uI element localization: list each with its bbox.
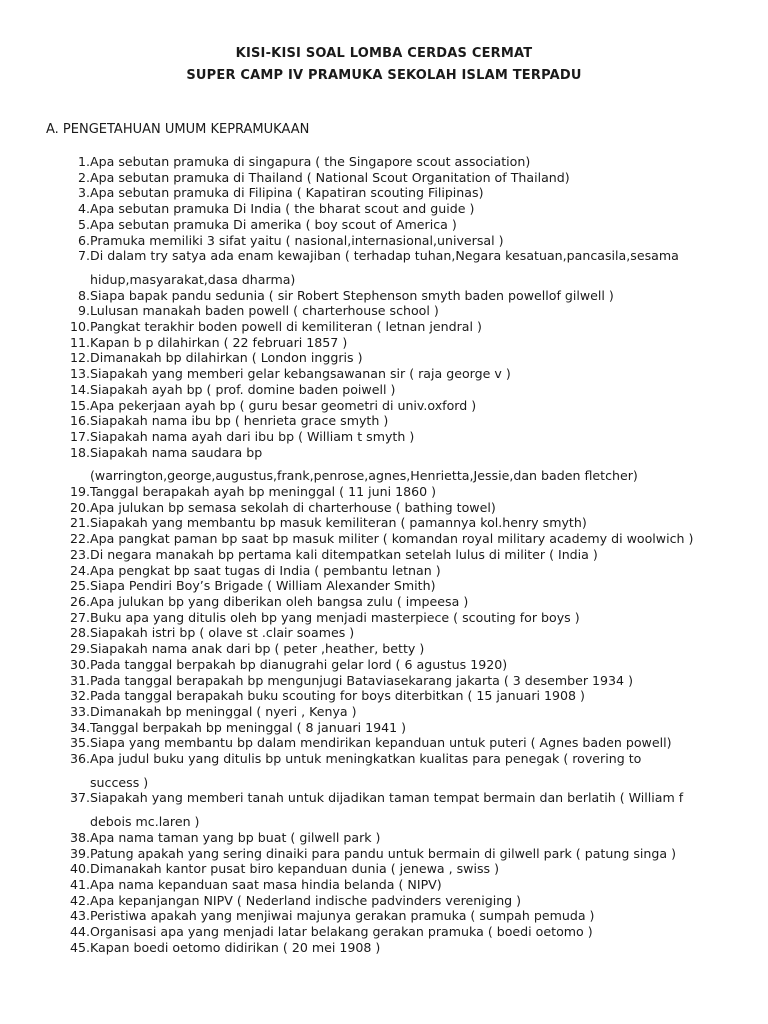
question-number: 29 .	[66, 641, 90, 657]
question-text: Apa kepanjangan NIPV ( Nederland indische padvinders vereniging )	[90, 892, 522, 908]
question-text: Dimanakah kantor pusat biro kepanduan dunia ( jenewa , swiss )	[90, 861, 500, 877]
question-text-continuation: success )	[90, 774, 149, 790]
question-item	[66, 861, 730, 877]
question-text: Siapa yang membantu bp dalam mendirikan kepanduan untuk puteri ( Agnes baden powell)	[90, 735, 672, 751]
document-title-line1: KISI-KISI SOAL LOMBA CERDAS CERMAT	[235, 46, 533, 61]
question-number: 18 .	[66, 445, 90, 461]
question-text: Patung apakah yang sering dinaiki para pandu untuk bermain di gilwell park ( patung singa )	[90, 845, 676, 861]
question-number: 28 .	[66, 625, 90, 641]
question-number: 26 .	[66, 594, 90, 610]
question-number: 14 .	[66, 382, 90, 398]
question-item	[66, 248, 730, 264]
question-item	[66, 201, 730, 217]
question-number: 37 .	[66, 790, 90, 806]
question-text: Pangkat terakhir boden powell di kemiliteran ( letnan jendral )	[90, 319, 482, 335]
question-number: 34 .	[66, 720, 90, 736]
question-text: Pada tanggal berapakah bp mengunjugi Bataviasekarang jakarta ( 3 desember 1934 )	[90, 672, 633, 688]
question-text: Kapan boedi oetomo didirikan ( 20 mei 1908 )	[90, 939, 381, 955]
question-number: 23 .	[66, 547, 90, 563]
question-number: 16 .	[66, 413, 90, 429]
question-text: Di dalam try satya ada enam kewajiban ( terhadap tuhan,Negara kesatuan,pancasila,sesama	[90, 248, 679, 264]
question-item	[66, 288, 730, 304]
question-text: Apa sebutan pramuka Di amerika ( boy scout of America )	[90, 216, 457, 232]
question-number: 11 .	[66, 335, 90, 351]
question-number: 20 .	[66, 500, 90, 516]
question-text: Peristiwa apakah yang menjiwai majunya gerakan pramuka ( sumpah pemuda )	[90, 908, 595, 924]
question-item	[66, 185, 730, 201]
question-number: 1 .	[66, 154, 90, 170]
question-text: Apa sebutan pramuka di Thailand ( National Scout Organitation of Thailand)	[90, 169, 570, 185]
question-item	[66, 720, 730, 736]
question-text: Apa judul buku yang ditulis bp untuk meningkatkan kualitas para penegak ( rovering to	[90, 751, 642, 767]
question-item	[66, 625, 730, 641]
question-number: 17 .	[66, 429, 90, 445]
question-item	[66, 735, 730, 751]
question-item	[66, 366, 730, 382]
question-item	[66, 641, 730, 657]
question-number: 45 .	[66, 940, 90, 956]
question-number: 7 .	[66, 248, 90, 264]
question-item	[66, 704, 730, 720]
question-number: 9 .	[66, 303, 90, 319]
question-number: 5 .	[66, 217, 90, 233]
question-number: 30 .	[66, 657, 90, 673]
question-number: 35 .	[66, 735, 90, 751]
question-text: Pada tanggal berapakah buku scouting for boys diterbitkan ( 15 januari 1908 )	[90, 688, 585, 704]
question-text: Apa pekerjaan ayah bp ( guru besar geometri di univ.oxford )	[90, 397, 477, 413]
question-number: 15 .	[66, 398, 90, 414]
question-text-continuation: hidup,masyarakat,dasa dharma)	[90, 271, 296, 287]
question-item	[66, 429, 730, 445]
question-item	[66, 382, 730, 398]
question-item	[66, 657, 730, 673]
question-text: Siapakah yang memberi tanah untuk dijadikan taman tempat bermain dan berlatih ( William f	[90, 790, 684, 806]
question-item	[66, 877, 730, 893]
question-text: Siapa bapak pandu sedunia ( sir Robert Stephenson smyth baden powellof gilwell )	[90, 287, 614, 303]
question-item	[66, 531, 730, 547]
question-number: 6 .	[66, 233, 90, 249]
question-item	[66, 751, 730, 767]
question-text: Apa pangkat paman bp saat bp masuk militer ( komandan royal military academy di woolwich )	[90, 531, 694, 547]
question-item	[66, 233, 730, 249]
question-text: Pramuka memiliki 3 sifat yaitu ( nasional,internasional,universal )	[90, 232, 504, 248]
question-item	[66, 398, 730, 414]
question-text: Dimanakah bp dilahirkan ( London inggris )	[90, 350, 363, 366]
question-text: Organisasi apa yang menjadi latar belakang gerakan pramuka ( boedi oetomo )	[90, 924, 593, 940]
question-number: 24 .	[66, 563, 90, 579]
question-item	[66, 154, 730, 170]
question-number: 10 .	[66, 319, 90, 335]
question-number: 32 .	[66, 688, 90, 704]
question-number: 43 .	[66, 908, 90, 924]
question-number: 12 .	[66, 350, 90, 366]
question-text: Lulusan manakah baden powell ( charterhouse school )	[90, 303, 439, 319]
question-number: 19 .	[66, 484, 90, 500]
question-number: 21 .	[66, 515, 90, 531]
question-item	[66, 830, 730, 846]
question-item	[66, 515, 730, 531]
question-text: Dimanakah bp meninggal ( nyeri , Kenya )	[90, 703, 357, 719]
section-heading: A. PENGETAHUAN UMUM KEPRAMUKAAN	[46, 122, 310, 137]
question-number: 39 .	[66, 846, 90, 862]
question-item	[66, 335, 730, 351]
question-number: 41 .	[66, 877, 90, 893]
question-item	[66, 350, 730, 366]
question-text: Apa sebutan pramuka Di India ( the bharat scout and guide )	[90, 201, 475, 217]
question-item	[66, 413, 730, 429]
question-text: Apa nama kepanduan saat masa hindia belanda ( NIPV)	[90, 876, 442, 892]
question-item	[66, 893, 730, 909]
question-item	[66, 673, 730, 689]
question-item	[66, 547, 730, 563]
question-text-continuation: debois mc.laren )	[90, 814, 200, 830]
document-title-line2: SUPER CAMP IV PRAMUKA SEKOLAH ISLAM TERPADU	[186, 68, 582, 83]
question-item	[66, 846, 730, 862]
question-item	[66, 170, 730, 186]
question-text: Buku apa yang ditulis oleh bp yang menjadi masterpiece ( scouting for boys )	[90, 609, 580, 625]
question-item	[66, 500, 730, 516]
question-text: Di negara manakah bp pertama kali ditempatkan setelah lulus di militer ( India )	[90, 546, 598, 562]
question-item	[66, 563, 730, 579]
question-item	[66, 908, 730, 924]
question-number: 22 .	[66, 531, 90, 547]
question-number: 33 .	[66, 704, 90, 720]
question-number: 44 .	[66, 924, 90, 940]
question-item	[66, 319, 730, 335]
question-text: Apa sebutan pramuka di Filipina ( Kapatiran scouting Filipinas)	[90, 185, 484, 201]
question-text-continuation: (warrington,george,augustus,frank,penrose,agnes,Henrietta,Jessie,dan baden fletcher)	[90, 468, 638, 484]
question-item	[66, 303, 730, 319]
question-item	[66, 940, 730, 956]
question-text: Siapakah nama ibu bp ( henrieta grace smyth )	[90, 413, 389, 429]
question-text: Pada tanggal berpakah bp dianugrahi gelar lord ( 6 agustus 1920)	[90, 656, 508, 672]
question-text: Siapakah nama anak dari bp ( peter ,heather, betty )	[90, 641, 425, 657]
question-text: Apa pengkat bp saat tugas di India ( pembantu letnan )	[90, 562, 441, 578]
question-text: Kapan b p dilahirkan ( 22 februari 1857 )	[90, 334, 348, 350]
question-item	[66, 790, 730, 806]
question-text: Apa nama taman yang bp buat ( gilwell park )	[90, 829, 381, 845]
question-number: 38 .	[66, 830, 90, 846]
question-item	[66, 578, 730, 594]
question-item	[66, 484, 730, 500]
question-text: Siapakah nama saudara bp	[90, 444, 263, 460]
question-number: 2 .	[66, 170, 90, 186]
question-text: Apa sebutan pramuka di singapura ( the Singapore scout association)	[90, 154, 531, 169]
question-text: Siapakah ayah bp ( prof. domine baden poiwell )	[90, 381, 396, 397]
question-text: Apa julukan bp semasa sekolah di charterhouse ( bathing towel)	[90, 499, 496, 515]
question-text: Siapakah yang membantu bp masuk kemiliteran ( pamannya kol.henry smyth)	[90, 515, 587, 531]
question-number: 31 .	[66, 673, 90, 689]
question-text: Siapa Pendiri Boy’s Brigade ( William Alexander Smith)	[90, 578, 436, 594]
question-number: 42 .	[66, 893, 90, 909]
question-number: 3 .	[66, 185, 90, 201]
question-number: 13 .	[66, 366, 90, 382]
question-text: Tanggal berapakah ayah bp meninggal ( 11 juni 1860 )	[90, 484, 437, 500]
question-number: 27 .	[66, 610, 90, 626]
question-item	[66, 688, 730, 704]
question-item	[66, 610, 730, 626]
question-number: 8 .	[66, 288, 90, 304]
question-number: 40 .	[66, 861, 90, 877]
question-item	[66, 217, 730, 233]
question-text: Siapakah nama ayah dari ibu bp ( William t smyth )	[90, 428, 415, 444]
question-number: 25 .	[66, 578, 90, 594]
question-item	[66, 924, 730, 940]
question-list	[0, 154, 730, 955]
question-text: Apa julukan bp yang diberikan oleh bangsa zulu ( impeesa )	[90, 593, 469, 609]
question-item	[66, 445, 730, 461]
question-text: Siapakah yang memberi gelar kebangsawanan sir ( raja george v )	[90, 366, 511, 382]
question-item	[66, 594, 730, 610]
question-text: Siapakah istri bp ( olave st .clair soames )	[90, 625, 355, 641]
question-text: Tanggal berpakah bp meninggal ( 8 januari 1941 )	[90, 719, 407, 735]
question-number: 4 .	[66, 201, 90, 217]
question-number: 36 .	[66, 751, 90, 767]
